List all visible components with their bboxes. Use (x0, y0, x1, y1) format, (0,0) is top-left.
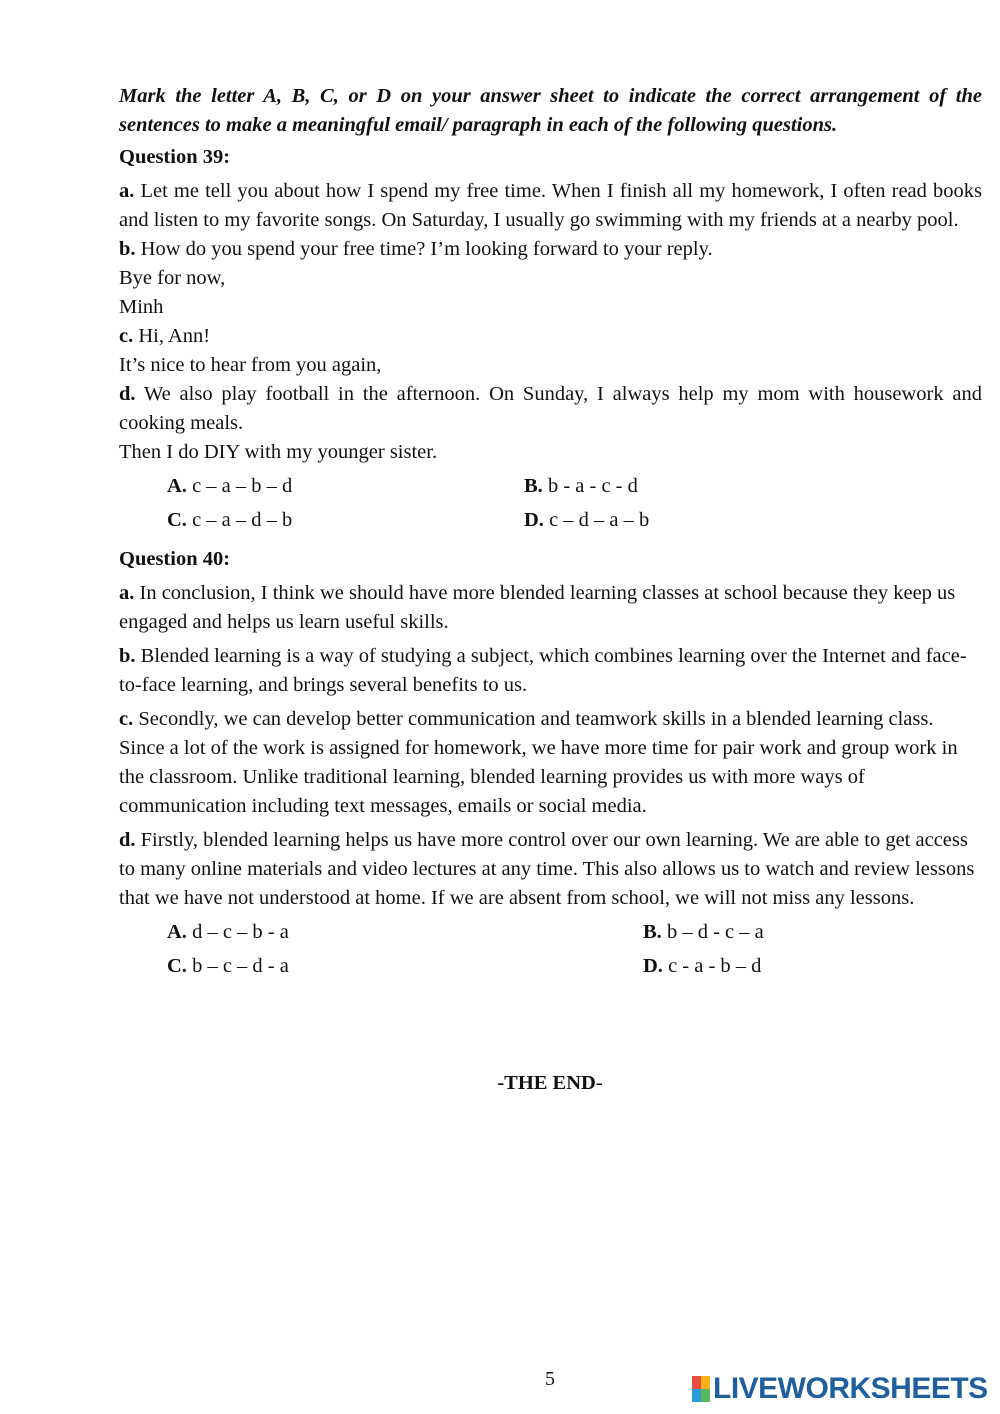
q40-option-b[interactable] (643, 918, 764, 952)
q40-text-a: In conclusion, I think we should have more blended learning classes at school because they keep us engaged and helps us learn useful skills. (119, 582, 956, 633)
q39-option-d-letter: D. (524, 509, 544, 531)
the-end-tail: - (595, 1072, 603, 1094)
q40-sentence-c (119, 705, 982, 821)
q39-options-row-2 (167, 506, 982, 540)
q40-option-b-letter: B. (643, 921, 662, 943)
q39-option-c-letter: C. (167, 509, 187, 531)
logo-square-3 (692, 1389, 701, 1402)
q40-option-d-letter: D. (643, 955, 663, 977)
q40-option-c[interactable] (167, 952, 643, 986)
q39-option-b[interactable] (524, 472, 638, 506)
q39-options (167, 472, 982, 540)
q40-sentence-b (119, 642, 982, 700)
logo-square-1 (692, 1376, 701, 1389)
q39-label-c: c. (119, 325, 134, 347)
q39-option-c-text: c – a – d – b (186, 509, 293, 531)
question-40-title: Question 40: (119, 548, 231, 570)
q40-label-a: a. (119, 582, 135, 604)
question-39 (119, 143, 982, 540)
q39-option-c[interactable] (167, 506, 524, 540)
q40-options-row-2 (167, 952, 982, 986)
q40-sentence-a (119, 579, 982, 637)
q40-label-b: b. (119, 645, 136, 667)
q39-c-line2: It’s nice to hear from you again, (119, 354, 382, 376)
q40-option-d[interactable] (643, 952, 761, 986)
q39-sentence-a (119, 177, 982, 235)
q39-option-d-text: c – d – a – b (543, 509, 650, 531)
q39-option-b-text: b - a - c - d (542, 475, 638, 497)
q40-options-row-1 (167, 918, 982, 952)
q39-label-d: d. (119, 383, 136, 405)
q39-sentence-b (119, 235, 982, 264)
q39-text-c: Hi, Ann! (133, 325, 211, 347)
q40-option-a-letter: A. (167, 921, 187, 943)
q40-option-b-text: b – d - c – a (661, 921, 764, 943)
q40-option-a-text: d – c – b - a (186, 921, 289, 943)
logo-text: LIVEWORKSHEETS (713, 1372, 988, 1405)
logo-square-4 (701, 1389, 710, 1402)
q40-option-c-letter: C. (167, 955, 187, 977)
q40-option-c-text: b – c – d - a (186, 955, 289, 977)
q39-label-b: b. (119, 238, 136, 260)
q40-text-c: Secondly, we can develop better communication and teamwork skills in a blended learning class. Since a lot of the work is assigned for homework, we have more time for pair work and group work in the classroom. Unlike traditional learning, blended learning provides us with more ways of communication including text messages, emails or social media. (119, 708, 958, 817)
q39-label-a: a. (119, 180, 135, 202)
q39-option-b-letter: B. (524, 475, 543, 497)
q40-text-d: Firstly, blended learning helps us have more control over our own learning. We are able to get access to many online materials and video lectures at any time. This also allows us to watch and review lessons that we have not understood at home. If we are absent from school, we will not miss any lessons. (119, 829, 975, 909)
q40-option-d-text: c - a - b – d (662, 955, 762, 977)
q39-bye: Bye for now, (119, 267, 226, 289)
q40-text-b: Blended learning is a way of studying a subject, which combines learning over the Internet and face-to-face learning, and brings several benefits to us. (119, 645, 967, 696)
worksheet-page (119, 82, 982, 991)
q39-option-a[interactable] (167, 472, 524, 506)
page-number: 5 (545, 1368, 555, 1390)
logo-grid-icon (692, 1376, 710, 1402)
q39-d-line2: Then I do DIY with my younger sister. (119, 441, 438, 463)
question-39-title: Question 39: (119, 146, 231, 168)
q39-text-d: We also play football in the afternoon. On Sunday, I always help my mom with housework and cooking meals. (119, 383, 982, 434)
q39-sentence-d (119, 380, 982, 438)
logo-square-2 (701, 1376, 710, 1389)
q40-label-c: c. (119, 708, 134, 730)
q39-option-d[interactable] (524, 506, 649, 540)
the-end-marker (0, 1072, 1000, 1095)
q40-label-d: d. (119, 829, 136, 851)
the-end-text: -THE END (497, 1072, 596, 1094)
q39-options-row-1 (167, 472, 982, 506)
q40-options (167, 918, 982, 986)
instruction-text: Mark the letter A, B, C, or D on your answer sheet to indicate the correct arrangement of the sentences to make a meaningful email/ paragraph in each of the following questions. (119, 85, 982, 136)
question-40 (119, 545, 982, 986)
q39-option-a-letter: A. (167, 475, 187, 497)
q40-sentence-d (119, 826, 982, 913)
q39-text-a: Let me tell you about how I spend my free time. When I finish all my homework, I often read books and listen to my favorite songs. On Saturday, I usually go swimming with my friends at a nearby pool. (119, 180, 982, 231)
q39-sentence-c (119, 322, 982, 351)
liveworksheets-logo (692, 1372, 988, 1406)
q39-signature: Minh (119, 296, 164, 318)
q39-text-b: How do you spend your free time? I’m looking forward to your reply. (135, 238, 713, 260)
q39-option-a-text: c – a – b – d (186, 475, 293, 497)
q40-option-a[interactable] (167, 918, 643, 952)
